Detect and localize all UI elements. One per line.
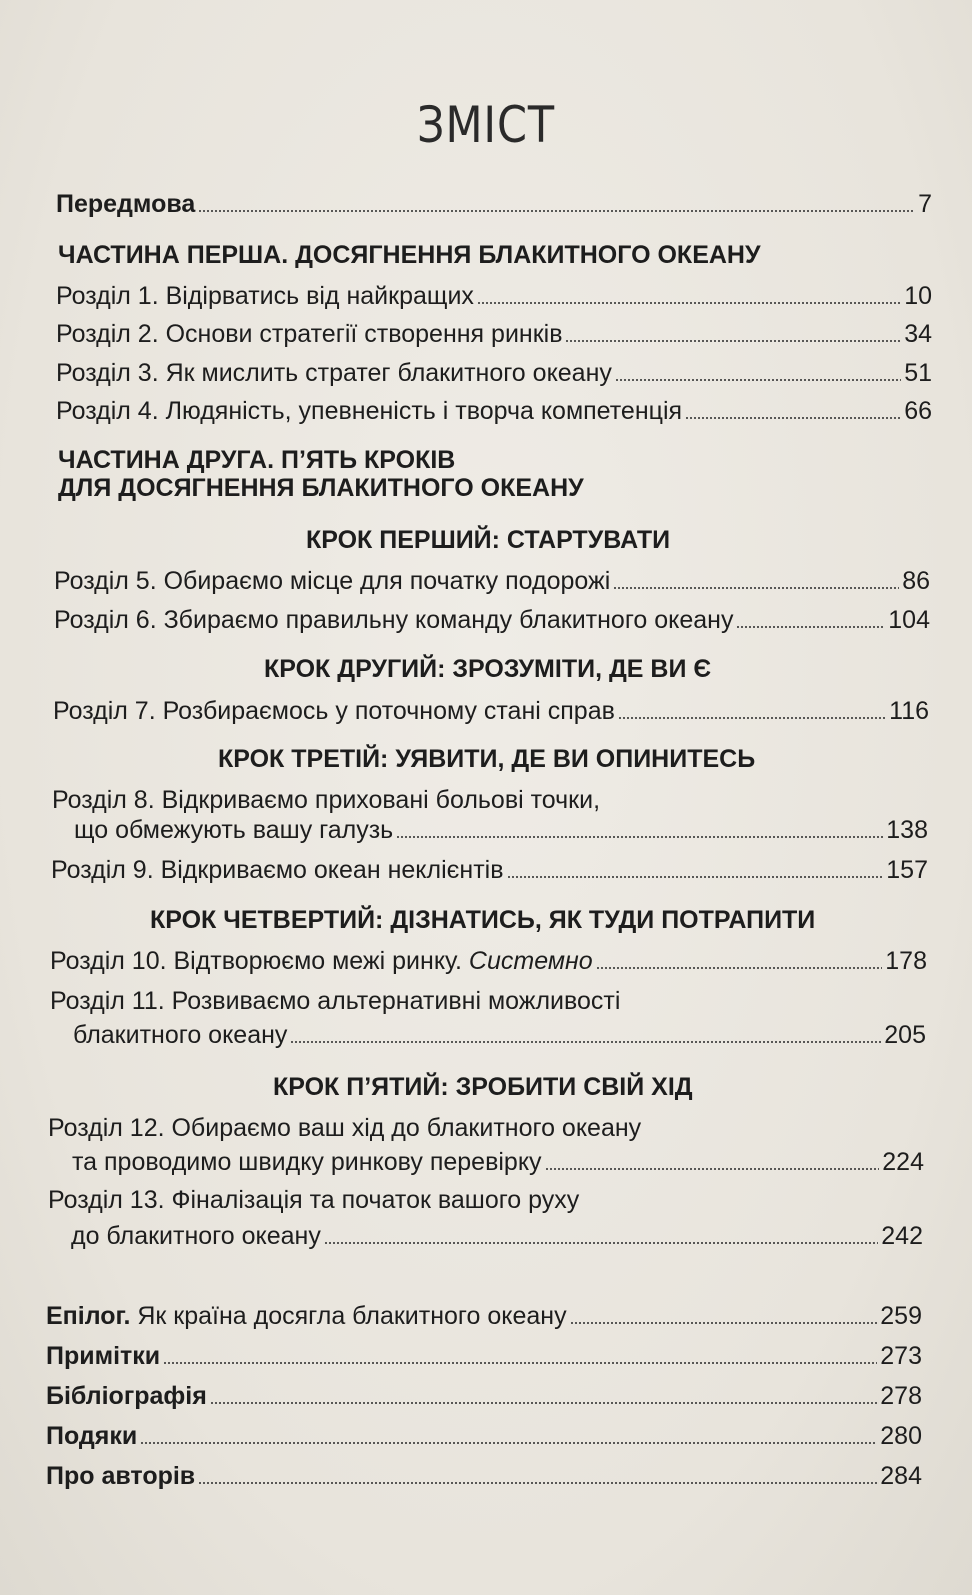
toc-page-number: 51 <box>904 359 932 387</box>
toc-entry-about-authors[interactable] <box>46 1462 922 1491</box>
dot-leader <box>570 1322 878 1324</box>
dot-leader <box>290 1041 881 1043</box>
dot-leader <box>596 967 883 969</box>
toc-page-number: 273 <box>880 1342 922 1370</box>
dot-leader <box>210 1402 877 1404</box>
toc-page-number: 178 <box>885 947 927 975</box>
toc-entry-label-italic: Системно <box>468 947 593 975</box>
toc-entry-label: Бібліографія <box>46 1382 207 1410</box>
dot-leader <box>396 836 883 838</box>
toc-entry-label: Подяки <box>46 1422 138 1450</box>
toc-entry-label: Про авторів <box>46 1462 196 1490</box>
toc-page-number: 242 <box>881 1222 923 1250</box>
step-three-heading: КРОК ТРЕТІЙ: УЯВИТИ, ДЕ ВИ ОПИНИТЕСЬ <box>218 745 756 773</box>
toc-page-number: 205 <box>884 1021 926 1049</box>
toc-entry-label <box>46 1302 567 1331</box>
dot-leader <box>324 1242 878 1244</box>
toc-entry-label-bold: Епілог. <box>46 1302 131 1330</box>
toc-entry-label-regular: Розділ 10. Відтворюємо межі ринку. <box>50 947 469 975</box>
toc-entry-chapter-5[interactable] <box>54 567 930 596</box>
toc-entry-chapter-4[interactable] <box>56 397 932 426</box>
toc-page-number: 284 <box>880 1462 922 1490</box>
dot-leader <box>163 1362 877 1364</box>
toc-entry-epilogue[interactable] <box>46 1302 922 1331</box>
dot-leader <box>613 587 899 589</box>
dot-leader <box>545 1168 880 1170</box>
dot-leader <box>477 302 901 304</box>
dot-leader <box>615 379 901 381</box>
toc-page-number: 259 <box>880 1302 922 1330</box>
toc-entry-label: Розділ 6. Збираємо правильну команду блакитного океану <box>54 606 734 634</box>
step-five-heading: КРОК П’ЯТИЙ: ЗРОБИТИ СВІЙ ХІД <box>273 1073 693 1101</box>
toc-page-number: 86 <box>902 567 930 595</box>
toc-entry-label: Розділ 5. Обираємо місце для початку подорожі <box>54 567 611 595</box>
toc-page-number: 66 <box>904 397 932 425</box>
dot-leader <box>140 1442 877 1444</box>
toc-entry-preface[interactable] <box>56 190 932 219</box>
toc-page-number: 280 <box>880 1422 922 1450</box>
toc-page-number: 224 <box>882 1148 924 1176</box>
toc-entry-notes[interactable] <box>46 1342 922 1371</box>
toc-entry-label: Розділ 2. Основи стратегії створення ринків <box>56 320 563 348</box>
toc-entry-chapter-10[interactable] <box>50 947 927 976</box>
toc-entry-label: Розділ 7. Розбираємось у поточному стані справ <box>53 697 615 725</box>
step-four-heading: КРОК ЧЕТВЕРТИЙ: ДІЗНАТИСЬ, ЯК ТУДИ ПОТРАПИТИ <box>150 906 816 934</box>
dot-leader <box>198 1482 877 1484</box>
toc-entry-label: до блакитного океану <box>71 1222 321 1250</box>
dot-leader <box>198 210 915 212</box>
toc-entry-label: Передмова <box>56 190 196 218</box>
toc-entry-label: Розділ 3. Як мислить стратег блакитного океану <box>56 359 612 387</box>
toc-entry-chapter-8-line1[interactable]: Розділ 8. Відкриваємо приховані больові точки, <box>52 786 601 814</box>
toc-entry-label: Розділ 4. Людяність, упевненість і творча компетенція <box>56 397 683 425</box>
toc-entry-chapter-2[interactable] <box>56 320 932 349</box>
toc-entry-chapter-12-line1[interactable]: Розділ 12. Обираємо ваш хід до блакитного океану <box>48 1114 642 1142</box>
toc-page-number: 138 <box>886 816 928 844</box>
toc-entry-acknowledgements[interactable] <box>46 1422 922 1451</box>
toc-page-number: 278 <box>880 1382 922 1410</box>
toc-entry-label: Розділ 1. Відірватись від найкращих <box>56 282 474 310</box>
toc-entry-chapter-13[interactable] <box>71 1222 923 1251</box>
toc-entry-label: та проводимо швидку ринкову перевірку <box>72 1148 542 1176</box>
toc-entry-label-regular: Як країна досягла блакитного океану <box>130 1302 567 1330</box>
toc-entry-label: Примітки <box>46 1342 161 1370</box>
toc-entry-label: Розділ 9. Відкриваємо океан неклієнтів <box>51 856 504 884</box>
toc-entry-chapter-13-line1[interactable]: Розділ 13. Фіналізація та початок вашого руху <box>48 1186 580 1214</box>
dot-leader <box>736 626 885 628</box>
toc-entry-chapter-11[interactable] <box>73 1021 926 1050</box>
step-one-heading: КРОК ПЕРШИЙ: СТАРТУВАТИ <box>306 526 671 554</box>
toc-page-number: 10 <box>904 282 932 310</box>
toc-entry-label <box>50 947 593 976</box>
toc-entry-chapter-6[interactable] <box>54 606 930 635</box>
dot-leader <box>685 417 901 419</box>
step-two-heading: КРОК ДРУГИЙ: ЗРОЗУМІТИ, ДЕ ВИ Є <box>264 655 712 683</box>
toc-page-number: 34 <box>904 320 932 348</box>
toc-page-number: 7 <box>918 190 932 218</box>
toc-page-number: 104 <box>888 606 930 634</box>
toc-page-number: 157 <box>886 856 928 884</box>
part-two-heading-line2: ДЛЯ ДОСЯГНЕННЯ БЛАКИТНОГО ОКЕАНУ <box>58 474 584 502</box>
page-title: ЗМІСТ <box>417 96 555 154</box>
toc-page-number: 116 <box>889 697 929 725</box>
toc-entry-bibliography[interactable] <box>46 1382 922 1411</box>
toc-entry-label: що обмежують вашу галузь <box>74 816 394 844</box>
toc-entry-chapter-11-line1[interactable]: Розділ 11. Розвиваємо альтернативні можливості <box>50 987 621 1015</box>
dot-leader <box>618 717 886 719</box>
dot-leader <box>507 876 884 878</box>
toc-entry-chapter-3[interactable] <box>56 359 932 388</box>
toc-entry-chapter-9[interactable] <box>51 856 928 885</box>
part-two-heading-line1: ЧАСТИНА ДРУГА. П’ЯТЬ КРОКІВ <box>58 446 456 474</box>
part-one-heading: ЧАСТИНА ПЕРША. ДОСЯГНЕННЯ БЛАКИТНОГО ОКЕАНУ <box>58 241 761 269</box>
toc-entry-chapter-8[interactable] <box>74 816 928 845</box>
toc-entry-chapter-7[interactable] <box>53 697 929 726</box>
dot-leader <box>565 340 901 342</box>
toc-entry-chapter-12[interactable] <box>72 1148 924 1177</box>
toc-entry-chapter-1[interactable] <box>56 282 932 311</box>
toc-entry-label: блакитного океану <box>73 1021 288 1049</box>
